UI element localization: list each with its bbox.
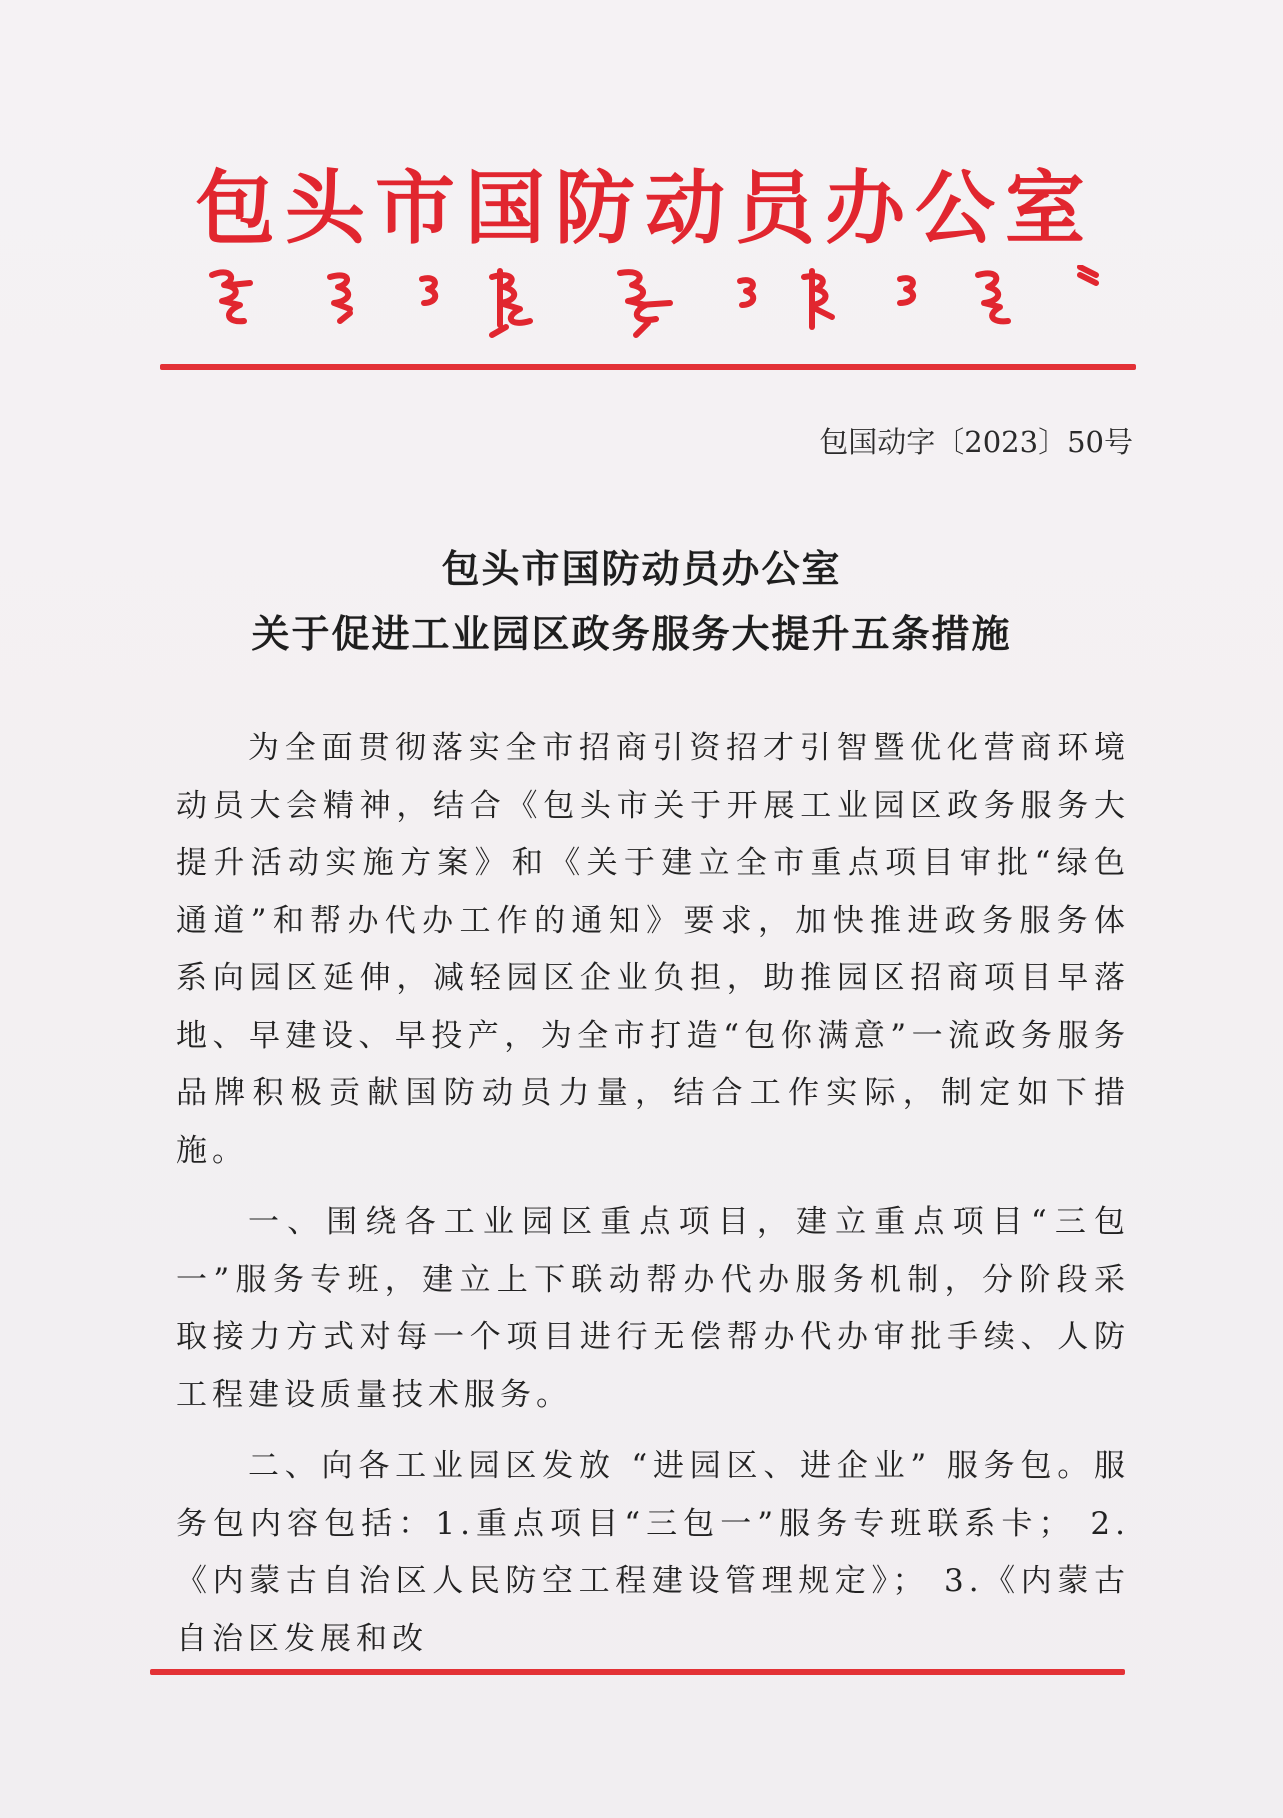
letterhead-red-rule	[160, 364, 1136, 370]
body-paragraph-measure-1: 一、围绕各工业园区重点项目，建立重点项目“三包一”服务专班，建立上下联动帮办代办服务机制，分阶段采取接力方式对每一个项目进行无偿帮办代办审批手续、人防工程建设质量技术服务。	[176, 1204, 1130, 1413]
document-title-line-1: 包头市国防动员办公室	[441, 547, 842, 591]
body-paragraph-measure-2: 二、向各工业园区发放 “进园区、进企业” 服务包。服务包内容包括：1.重点项目“三包一”服务专班联系卡； 2.《内蒙古自治区人民防空工程建设管理规定》； 3.《内蒙古自治区发展和改	[176, 1448, 1130, 1657]
document-body	[176, 720, 1130, 1682]
agency-letterhead-title: 包头市国防动员办公室	[195, 161, 1095, 255]
body-paragraph-preamble: 为全面贯彻落实全市招商引资招才引智暨优化营商环境动员大会精神，结合《包头市关于开展工业园区政务服务大提升活动实施方案》和《关于建立全市重点项目审批“绿色通道”和帮办代办工作的通知》要求，加快推进政务服务体系向园区延伸，减轻园区企业负担，助推园区招商项目早落地、早建设、早投产，为全市打造“包你满意”一流政务服务品牌积极贡献国防动员力量，结合工作实际，制定如下措施。	[176, 730, 1130, 1169]
mongolian-script-graphic	[200, 265, 1100, 345]
document-title-line-2: 关于促进工业园区政务服务大提升五条措施	[251, 612, 1012, 656]
footer-red-rule	[150, 1669, 1125, 1675]
document-number: 包国动字〔2023〕50号	[819, 425, 1133, 459]
mongolian-script-logo	[200, 265, 1100, 345]
